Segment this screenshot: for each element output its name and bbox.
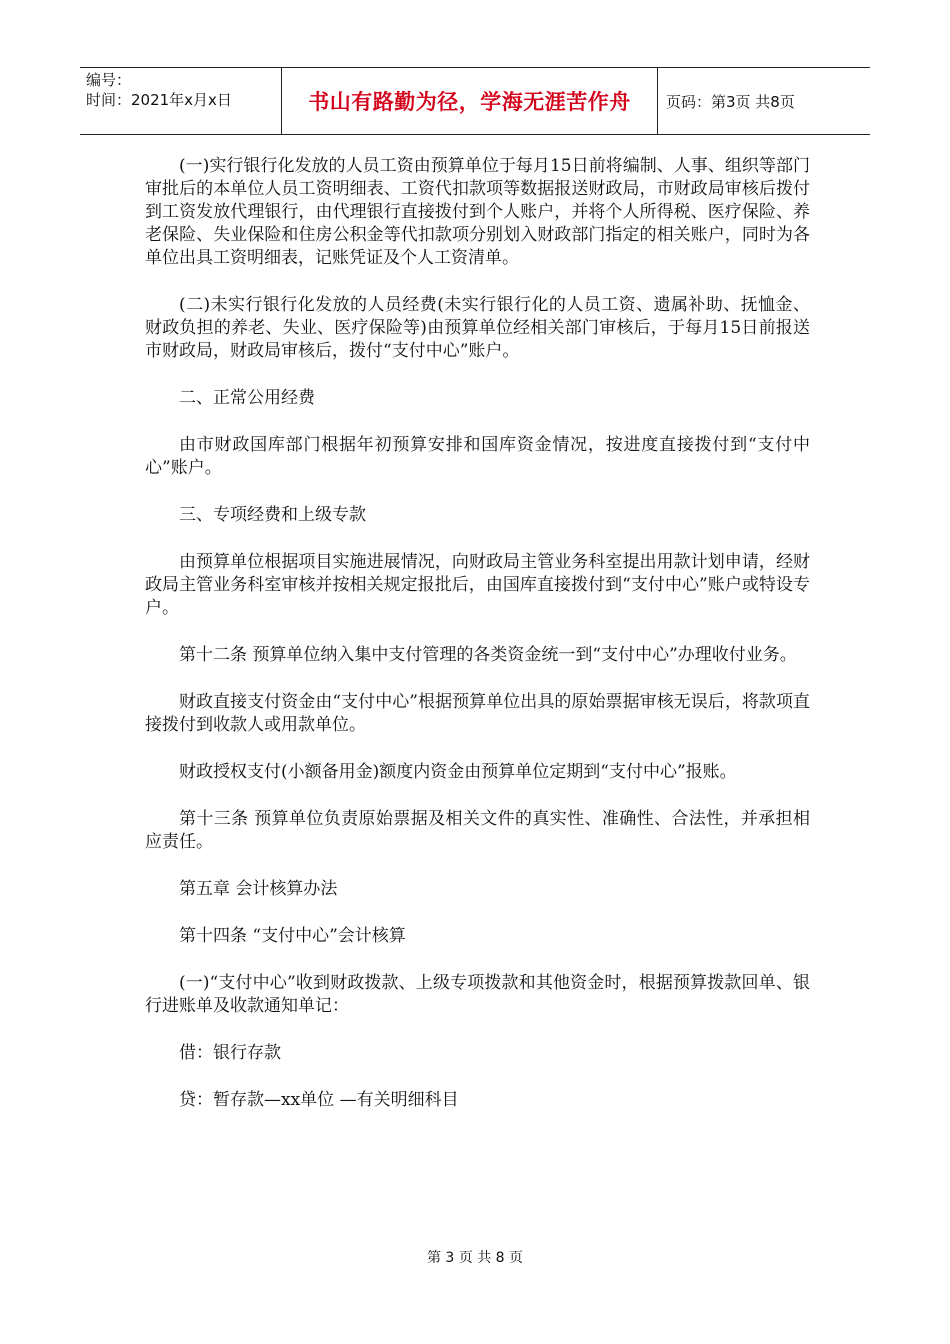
- section-heading: 二、正常公用经费: [179, 388, 315, 408]
- paragraph: (一)实行银行化发放的人员工资由预算单位于每月15日前将编制、人事、组织等部门审批后的本单位人员工资明细表、工资代扣款项等数据报送财政局，市财政局审核后拨付到工资发放代理银行，由代理银行直接拨付到个人账户，并将个人所得税、医疗保险、养老保险、失业保险和住房公积金等代扣款项分别划入财政部门指定的相关账户，同时为各单位出具工资明细表，记账凭证及个人工资清单。: [145, 156, 810, 268]
- paragraph: 财政直接支付资金由“支付中心”根据预算单位出具的原始票据审核无误后，将款项直接拨付到收款人或用款单位。: [145, 692, 810, 735]
- paragraph: 由市财政国库部门根据年初预算安排和国库资金情况，按进度直接拨付到“支付中心”账户。: [145, 435, 810, 478]
- page-header: [80, 67, 870, 135]
- header-meta: [80, 68, 282, 134]
- paragraph: 财政授权支付(小额备用金)额度内资金由预算单位定期到“支付中心”报账。: [179, 762, 737, 782]
- page-footer: 第 3 页 共 8 页: [426, 1250, 524, 1266]
- paragraph: (一)“支付中心”收到财政拨款、上级专项拨款和其他资金时，根据预算拨款回单、银行进账单及收款通知单记：: [145, 973, 810, 1016]
- chapter-heading: 第五章 会计核算办法: [179, 879, 338, 899]
- article-paragraph: 第十三条 预算单位负责原始票据及相关文件的真实性、准确性、合法性，并承担相应责任。: [145, 809, 810, 852]
- section-heading: 三、专项经费和上级专款: [179, 505, 366, 525]
- header-motto: 书山有路勤为径，学海无涯苦作舟: [282, 68, 658, 134]
- article-paragraph: 第十二条 预算单位纳入集中支付管理的各类资金统一到“支付中心”办理收付业务。: [179, 645, 797, 665]
- header-page-info: 页码：第3页 共8页: [666, 92, 795, 111]
- document-time-label: 时间：2021年x月x日: [86, 91, 232, 109]
- entry-debit: 借：银行存款: [179, 1043, 281, 1063]
- paragraph: (二)未实行银行化发放的人员经费(未实行银行化的人员工资、遗属补助、抚恤金、财政负担的养老、失业、医疗保险等)由预算单位经相关部门审核后，于每月15日前报送市财政局，财政局审核后，拨付“支付中心”账户。: [145, 295, 810, 361]
- entry-credit: 贷：暂存款—xx单位 —有关明细科目: [179, 1090, 459, 1110]
- document-body: [145, 155, 810, 1136]
- document-number-label: 编号：: [86, 71, 132, 89]
- article-heading: 第十四条 “支付中心”会计核算: [179, 926, 406, 946]
- paragraph: 由预算单位根据项目实施进展情况，向财政局主管业务科室提出用款计划申请，经财政局主管业务科室审核并按相关规定报批后，由国库直接拨付到“支付中心”账户或特设专户。: [145, 552, 810, 618]
